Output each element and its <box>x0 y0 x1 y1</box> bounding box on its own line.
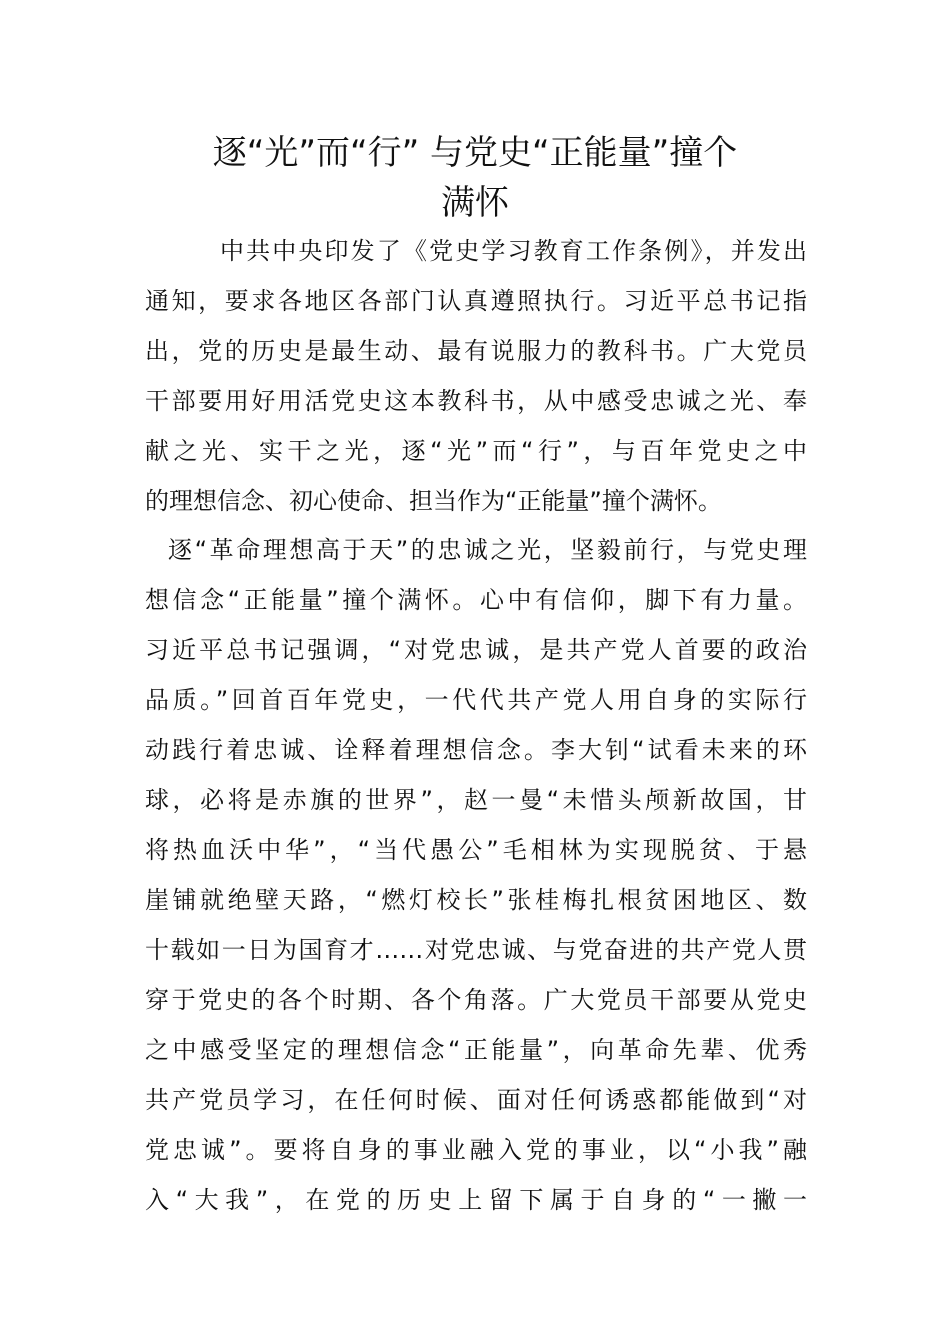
document-title-line-2: 满怀 <box>441 183 509 223</box>
text-line: 入“大我”，在党的历史上留下属于自身的“一撇一 <box>145 1186 807 1214</box>
text-line: 将热血沃中华”，“当代愚公”毛相林为实现脱贫、于悬 <box>145 836 807 864</box>
text-line: 球，必将是赤旗的世界”，赵一曼“未惜头颅新故国，甘 <box>145 786 807 814</box>
text-line: 通知，要求各地区各部门认真遵照执行。习近平总书记指 <box>145 287 807 315</box>
text-line: 中共中央印发了《党史学习教育工作条例》，并发出 <box>220 237 807 265</box>
text-line: 品质。”回首百年党史，一代代共产党人用自身的实际行 <box>145 686 807 714</box>
text-line: 想信念“正能量”撞个满怀。心中有信仰，脚下有力量。 <box>145 586 807 614</box>
text-line: 十载如一日为国育才……对党忠诚、与党奋进的共产党人贯 <box>145 936 807 964</box>
text-line: 共产党员学习，在任何时候、面对任何诱惑都能做到“对 <box>145 1086 807 1114</box>
text-line: 党忠诚”。要将自身的事业融入党的事业，以“小我”融 <box>145 1136 807 1164</box>
text-line: 逐“革命理想高于天”的忠诚之光，坚毅前行，与党史理 <box>168 536 807 564</box>
text-line: 出，党的历史是最生动、最有说服力的教科书。广大党员 <box>145 337 807 365</box>
document-title-line-1: 逐“光”而“行” 与党史“正能量”撞个 <box>212 133 738 173</box>
text-line: 干部要用好用活党史这本教科书，从中感受忠诚之光、奉 <box>145 387 807 415</box>
text-line: 习近平总书记强调，“对党忠诚，是共产党人首要的政治 <box>145 636 807 664</box>
text-line: 之中感受坚定的理想信念“正能量”，向革命先辈、优秀 <box>145 1036 807 1064</box>
text-line: 穿于党史的各个时期、各个角落。广大党员干部要从党史 <box>145 986 807 1014</box>
text-line: 动践行着忠诚、诠释着理想信念。李大钊“试看未来的环 <box>145 736 807 764</box>
text-line: 的理想信念、初心使命、担当作为“正能量”撞个满怀。 <box>145 487 722 515</box>
text-line: 崖铺就绝壁天路，“燃灯校长”张桂梅扎根贫困地区、数 <box>145 886 807 914</box>
text-line: 献之光、实干之光，逐“光”而“行”，与百年党史之中 <box>145 437 807 465</box>
